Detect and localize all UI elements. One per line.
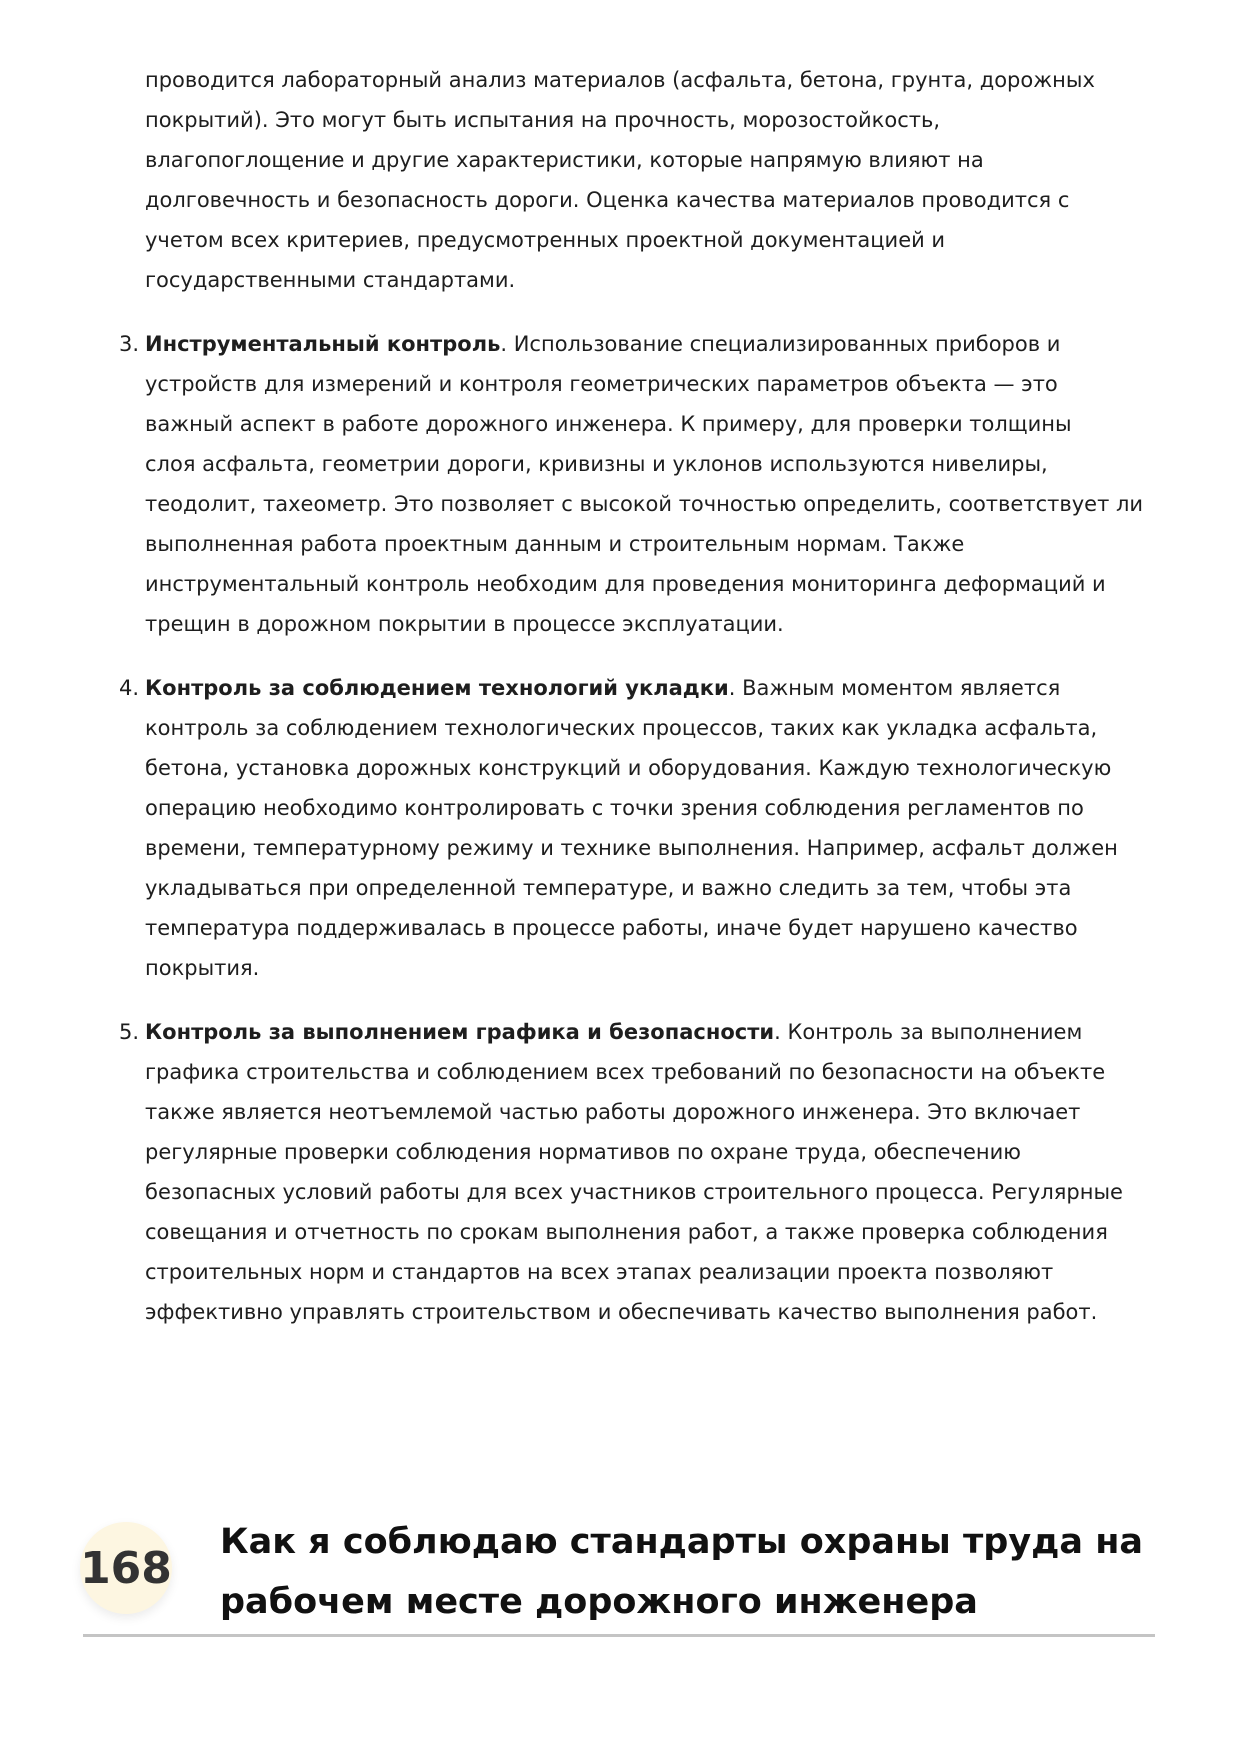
text-line: инструментальный контроль необходим для проведения мониторинга деформаций и xyxy=(145,572,1106,596)
text-line: температура поддерживалась в процессе работы, иначе будет нарушено качество xyxy=(145,916,1078,940)
text-line: учетом всех критериев, предусмотренных проектной документацией и xyxy=(145,228,946,252)
heading-divider xyxy=(83,1634,1155,1637)
text-line: слоя асфальта, геометрии дороги, кривизны и уклонов используются нивелиры, xyxy=(145,452,1048,476)
text-line: проводится лабораторный анализ материалов (асфальта, бетона, грунта, дорожных xyxy=(145,68,1095,92)
text-line: также является неотъемлемой частью работы дорожного инженера. Это включает xyxy=(145,1100,1081,1124)
item-title: Контроль за выполнением графика и безопасности xyxy=(145,1020,775,1044)
text-line: совещания и отчетность по срокам выполнения работ, а также проверка соблюдения xyxy=(145,1220,1108,1244)
text-line: теодолит, тахеометр. Это позволяет с высокой точностью определить, соответствует ли xyxy=(145,492,1144,516)
list-number: 5. xyxy=(119,1020,140,1044)
section-number-badge: 168 xyxy=(80,1522,172,1614)
list-number: 3. xyxy=(119,332,140,356)
list-item-3 xyxy=(119,324,1165,644)
text: . Важным моментом является xyxy=(728,676,1061,700)
text-line: времени, температурному режиму и технике выполнения. Например, асфальт должен xyxy=(145,836,1118,860)
text-line: строительных норм и стандартов на всех этапах реализации проекта позволяют xyxy=(145,1260,1054,1284)
text-line: покрытия. xyxy=(145,956,260,980)
text: . Контроль за выполнением xyxy=(774,1020,1083,1044)
text-line: операцию необходимо контролировать с точки зрения соблюдения регламентов по xyxy=(145,796,1084,820)
text-line: государственными стандартами. xyxy=(145,268,516,292)
text-line: выполненная работа проектным данным и строительным нормам. Также xyxy=(145,532,965,556)
text-line: контроль за соблюдением технологических процессов, таких как укладка асфальта, xyxy=(145,716,1098,740)
section-heading xyxy=(220,1512,1143,1632)
item-title: Контроль за соблюдением технологий укладки xyxy=(145,676,729,700)
text-line: бетона, установка дорожных конструкций и оборудования. Каждую технологическую xyxy=(145,756,1112,780)
heading-line: рабочем месте дорожного инженера xyxy=(220,1582,978,1622)
text-line: долговечность и безопасность дороги. Оценка качества материалов проводится с xyxy=(145,188,1070,212)
heading-line: Как я соблюдаю стандарты охраны труда на xyxy=(220,1522,1144,1562)
text-line: безопасных условий работы для всех участников строительного процесса. Регулярные xyxy=(145,1180,1123,1204)
text-line: устройств для измерений и контроля геометрических параметров объекта — это xyxy=(145,372,1058,396)
intro-paragraph xyxy=(145,60,1165,300)
text: . Использование специализированных приборов и xyxy=(500,332,1061,356)
text-line: укладываться при определенной температуре, и важно следить за тем, чтобы эта xyxy=(145,876,1072,900)
list-number: 4. xyxy=(119,676,140,700)
text-line: графика строительства и соблюдением всех требований по безопасности на объекте xyxy=(145,1060,1106,1084)
text-line: регулярные проверки соблюдения нормативов по охране труда, обеспечению xyxy=(145,1140,1021,1164)
list-item-4 xyxy=(119,668,1165,988)
text-line: эффективно управлять строительством и обеспечивать качество выполнения работ. xyxy=(145,1300,1098,1324)
text-line: важный аспект в работе дорожного инженера. К примеру, для проверки толщины xyxy=(145,412,1072,436)
item-title: Инструментальный контроль xyxy=(145,332,501,356)
text-line: покрытий). Это могут быть испытания на прочность, морозостойкость, xyxy=(145,108,941,132)
text-line: влагопоглощение и другие характеристики, которые напрямую влияют на xyxy=(145,148,984,172)
list-item-5 xyxy=(119,1012,1165,1332)
text-line: трещин в дорожном покрытии в процессе эксплуатации. xyxy=(145,612,784,636)
